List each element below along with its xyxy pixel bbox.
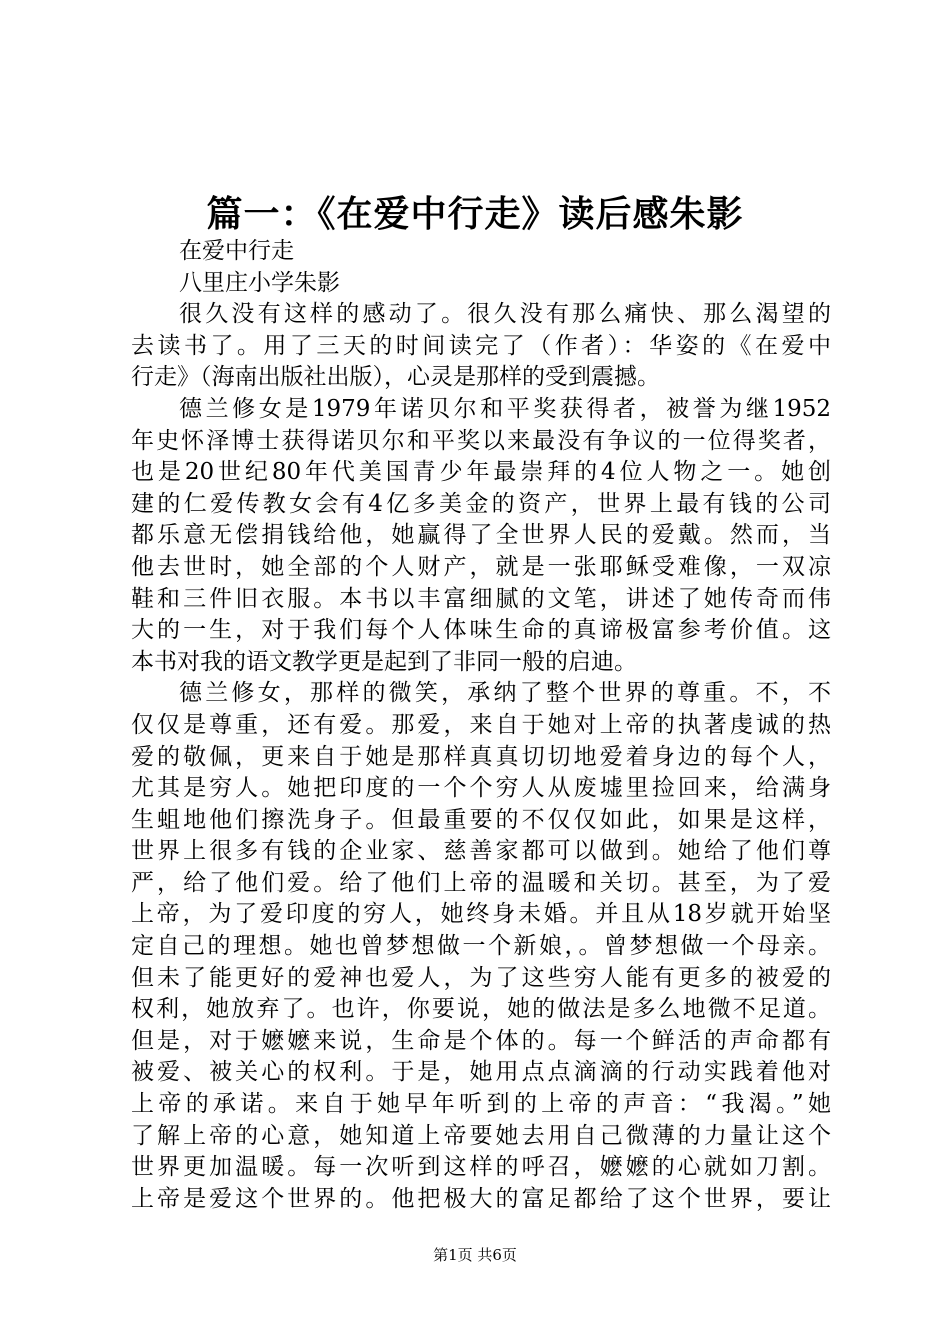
text-line: 他去世时，她全部的个人财产，就是一张耶稣受难像，一双凉 bbox=[131, 553, 831, 580]
text-line: 鞋和三件旧衣服。本书以丰富细腻的文笔，讲述了她传奇而伟 bbox=[131, 585, 831, 612]
author-line: 八里庄小学朱影 bbox=[179, 269, 340, 296]
text-line: 也是20世纪80年代美国青少年最崇拜的4位人物之一。她创 bbox=[131, 459, 831, 486]
subtitle-line: 在爱中行走 bbox=[179, 238, 294, 264]
text-line: 建的仁爱传教女会有4亿多美金的资产，世界上最有钱的公司 bbox=[131, 490, 831, 517]
text-line: 被爱、被关心的权利。于是，她用点点滴滴的行动实践着他对 bbox=[131, 1059, 831, 1086]
text-line: 世界更加温暖。每一次听到这样的呼召，嬷嬷的心就如刀割。 bbox=[131, 1154, 831, 1181]
text-line: 很久没有这样的感动了。很久没有那么痛快、那么渴望的 bbox=[179, 301, 831, 328]
text-line: 德兰修女是1979年诺贝尔和平奖获得者，被誉为继1952 bbox=[179, 395, 831, 422]
text-line: 年史怀泽博士获得诺贝尔和平奖以来最没有争议的一位得奖者， bbox=[131, 427, 831, 454]
text-line: 了解上帝的心意，她知道上帝要她去用自己微薄的力量让这个 bbox=[131, 1122, 831, 1149]
text-line: 严，给了他们爱。给了他们上帝的温暖和关切。甚至，为了爱 bbox=[131, 869, 831, 896]
text-line: 去读书了。用了三天的时间读完了（作者）：华姿的《在爱中 bbox=[131, 332, 831, 359]
text-line: 本书对我的语文教学更是起到了非同一般的启迪。 bbox=[131, 648, 637, 675]
document-title: 篇一：《在爱中行走》读后感朱影 bbox=[206, 193, 744, 235]
text-line: 世界上很多有钱的企业家、慈善家都可以做到。她给了他们尊 bbox=[131, 838, 831, 865]
text-line: 但未了能更好的爱神也爱人，为了这些穷人能有更多的被爱的 bbox=[131, 964, 831, 991]
text-line: 定自己的理想。她也曾梦想做一个新娘，。曾梦想做一个母亲。 bbox=[131, 933, 831, 960]
text-line: 尤其是穷人。她把印度的一个个穷人从废墟里捡回来，给满身 bbox=[131, 775, 831, 802]
text-line: 但是，对于嬷嬷来说，生命是个体的。每一个鲜活的声命都有 bbox=[131, 1027, 831, 1054]
text-line: 爱的敬佩，更来自于她是那样真真切切地爱着身边的每个人， bbox=[131, 743, 831, 770]
page-footer: 第1页 共6页 bbox=[433, 1246, 517, 1264]
text-line: 上帝，为了爱印度的穷人，她终身未婚。并且从18岁就开始坚 bbox=[131, 901, 831, 928]
text-line: 德兰修女，那样的微笑，承纳了整个世界的尊重。不，不 bbox=[179, 680, 831, 707]
text-line: 上帝是爱这个世界的。他把极大的富足都给了这个世界，要让 bbox=[131, 1185, 831, 1212]
text-line: 权利，她放弃了。也许，你要说，她的做法是多么地微不足道。 bbox=[131, 996, 831, 1023]
text-line: 生蛆地他们擦洗身子。但最重要的不仅仅如此，如果是这样， bbox=[131, 806, 831, 833]
text-line: 上帝的承诺。来自于她早年听到的上帝的声音：“我渴。”她 bbox=[131, 1091, 831, 1118]
text-line: 大的一生，对于我们每个人体味生命的真谛极富参考价值。这 bbox=[131, 617, 831, 644]
document-body bbox=[131, 236, 831, 1215]
text-line: 都乐意无偿捐钱给他，她赢得了全世界人民的爱戴。然而，当 bbox=[131, 522, 831, 549]
text-line: 仅仅是尊重，还有爱。那爱，来自于她对上帝的执著虔诚的热 bbox=[131, 711, 831, 738]
text-line: 行走》（海南出版社出版），心灵是那样的受到震撼。 bbox=[131, 364, 660, 391]
